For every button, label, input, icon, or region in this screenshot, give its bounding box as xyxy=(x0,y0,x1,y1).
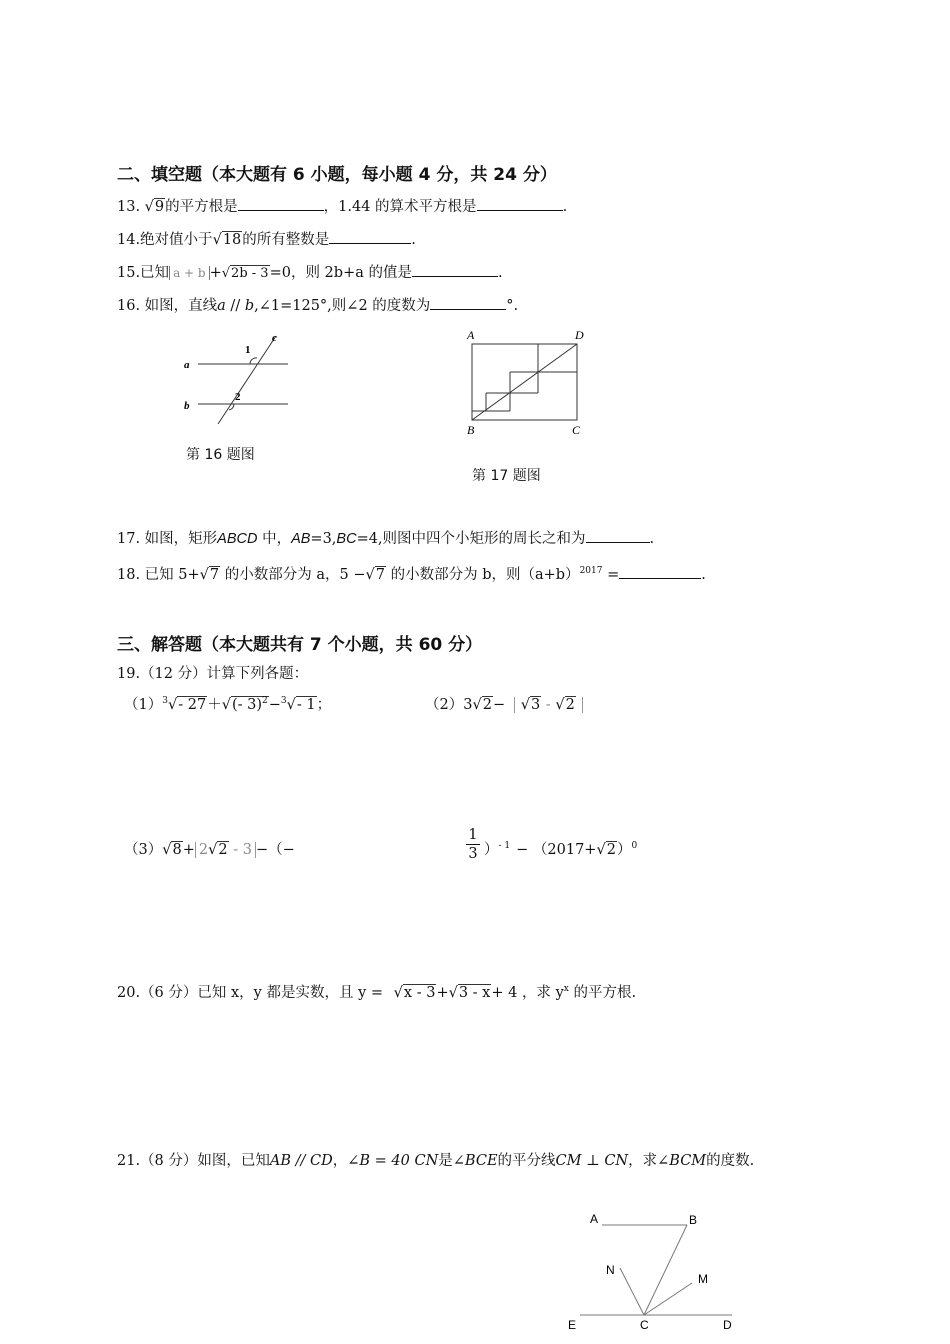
question-19-part-2 xyxy=(425,693,583,714)
q19p3-exp-neg1: - 1 xyxy=(498,841,511,852)
q17-mid: 中， xyxy=(257,531,292,547)
q18-radical-2: √7 xyxy=(365,567,385,583)
q14-end: . xyxy=(411,232,416,248)
question-14 xyxy=(117,228,416,249)
question-19-head: 19.（12 分）计算下列各题： xyxy=(117,666,309,682)
q14-blank[interactable] xyxy=(329,229,411,244)
question-16 xyxy=(117,294,518,315)
section-fill-heading: 二、填空题（本大题有 6 小题，每小题 4 分，共 24 分） xyxy=(117,165,557,185)
q20-end: 的平方根. xyxy=(568,985,637,1001)
fig16-label-b: b xyxy=(184,400,190,412)
fig17-caption: 第 17 题图 xyxy=(472,468,541,484)
q19p2-label: （2）3 xyxy=(425,697,473,713)
fig16-caption: 第 16 题图 xyxy=(186,447,255,463)
q19p3-abs: 2√2 - 3 xyxy=(195,842,256,858)
q19p2-abs: √3 - √2 xyxy=(514,697,583,713)
q21-cn: CN xyxy=(414,1153,439,1169)
fig21-label-C: C xyxy=(640,1318,649,1332)
q21-angle-bcm: ∠BCM xyxy=(657,1153,707,1169)
q19p3-denominator: 3 xyxy=(468,846,478,862)
q13-blank-2[interactable] xyxy=(477,196,563,211)
q19p1-semicolon: ； xyxy=(316,697,332,713)
fig21-label-B: B xyxy=(689,1213,698,1227)
q17-bc: BC xyxy=(336,531,357,547)
question-18 xyxy=(117,563,706,584)
q13-radical: √9 xyxy=(144,199,165,215)
q20-radical-2: √3 - x xyxy=(448,985,491,1001)
fig21-label-E: E xyxy=(568,1318,577,1332)
fig17-label-C: C xyxy=(572,423,581,437)
q20-plus: + xyxy=(436,985,449,1001)
fig21-label-D: D xyxy=(723,1318,732,1332)
question-13 xyxy=(117,195,567,216)
q19p1-sqrt: √(- 3)$^2$ xyxy=(221,696,268,713)
question-19-part-1 xyxy=(124,693,331,714)
q20-text1: 20.（6 分）已知 x，y 都是实数，且 y = xyxy=(117,985,384,1001)
q21-comma: ， xyxy=(332,1153,348,1169)
q15-blank[interactable] xyxy=(412,262,498,277)
q19p3-radical-1: √8 xyxy=(162,842,182,858)
fig17-label-B: B xyxy=(467,423,475,437)
q21-is: 是 xyxy=(438,1153,453,1169)
q16-line-a: a xyxy=(217,298,226,314)
q16-end: °. xyxy=(506,298,519,314)
fig21-label-M: M xyxy=(698,1272,708,1286)
question-17 xyxy=(117,527,654,548)
q16-line-b: b xyxy=(244,298,255,314)
figure-16 xyxy=(178,328,298,428)
fig16-label-c: c xyxy=(272,332,277,344)
q20-tail: + 4 ，求 y xyxy=(491,985,564,1001)
fig16-label-1: 1 xyxy=(245,344,251,356)
q21-end: 的度数. xyxy=(706,1153,755,1169)
q18-exponent: 2017 xyxy=(579,566,603,577)
q19p1-cuberoot-2: √- 1 xyxy=(286,697,316,713)
q19p3-radical-3: √2 xyxy=(596,842,616,858)
fig21-line-cn xyxy=(620,1268,644,1315)
q19p3-close2: ） xyxy=(616,842,632,858)
q18-text3: 的小数部分为 b，则（a+b） xyxy=(385,567,580,583)
q21-bisector: 的平分线 xyxy=(497,1153,556,1169)
q17-eq1: =3, xyxy=(310,531,337,547)
q15-plus: + xyxy=(209,265,222,281)
q20-radical-1: √x - 3 xyxy=(393,985,436,1001)
q17-text: 17. 如图，矩形 xyxy=(117,531,218,547)
fig21-line-bc xyxy=(644,1225,687,1315)
q16-rest: ,∠1=125°,则∠2 的度数为 xyxy=(254,298,431,314)
q21-text1: 21.（8 分）如图，已知 xyxy=(117,1153,270,1169)
fig16-label-2: 2 xyxy=(235,391,241,403)
q19p1-cuberoot-index: 3 xyxy=(162,696,168,707)
q13-text-b: ，1.44 的算术平方根是 xyxy=(323,199,477,215)
q13-blank-1[interactable] xyxy=(238,196,324,211)
q13-end: . xyxy=(562,199,568,215)
fig21-label-A: A xyxy=(590,1212,599,1226)
q19p1-cuberoot-1: √- 27 xyxy=(167,697,207,713)
q21-cm-perp-cn: CM ⊥ CN xyxy=(555,1153,629,1169)
q21-angle-bce: ∠BCE xyxy=(452,1153,498,1169)
q17-eq2: =4,则图中四个小矩形的周长之和为 xyxy=(356,531,586,547)
q19p1-label: （1） xyxy=(124,697,163,713)
q17-end: . xyxy=(649,531,655,547)
q19p1-plus: ＋ xyxy=(207,697,222,713)
q15-text: 15.已知 xyxy=(117,265,170,281)
fig21-label-N: N xyxy=(606,1263,615,1277)
q21-angle-b: ∠B = 40 xyxy=(347,1153,410,1169)
q15-rest: =0，则 2b+a 的值是 xyxy=(269,265,412,281)
q15-abs: a + b xyxy=(169,266,210,280)
q19p3-exp-0: 0 xyxy=(631,841,638,852)
q19p1-minus: − xyxy=(268,697,281,713)
q19p3-tail: −（− xyxy=(255,842,295,858)
fig16-label-a: a xyxy=(184,359,190,371)
q17-blank[interactable] xyxy=(586,528,650,543)
q21-find: ，求 xyxy=(628,1153,658,1169)
q14-rest: 的所有整数是 xyxy=(242,232,330,248)
question-15 xyxy=(117,261,503,282)
fig16-angle-1-arc xyxy=(250,358,257,364)
q18-end: . xyxy=(701,567,706,583)
q18-radical-1: √7 xyxy=(199,567,220,583)
q19p3-numerator: 1 xyxy=(466,826,480,845)
q18-text2: 的小数部分为 a，5 − xyxy=(220,567,366,583)
q19p2-minus: − xyxy=(492,697,506,713)
question-19-part-3 xyxy=(124,838,295,859)
fig17-diagonal xyxy=(472,344,577,420)
q19p3-minus2: − （2017+ xyxy=(516,842,597,858)
q19p3-plus: + xyxy=(182,842,195,858)
q16-blank[interactable] xyxy=(430,295,506,310)
q18-blank[interactable] xyxy=(619,564,701,579)
q16-text: 16. 如图，直线 xyxy=(117,298,218,314)
question-21 xyxy=(117,1149,754,1170)
q20-exponent: x xyxy=(563,984,569,995)
q13-number: 13. xyxy=(117,199,141,215)
fig17-label-A: A xyxy=(467,328,475,342)
q18-eq: = xyxy=(602,567,620,583)
q19p3-close: ） xyxy=(484,842,499,858)
q19p3-label: （3） xyxy=(124,842,163,858)
q19p2-radical-1: √2 xyxy=(472,697,492,713)
q18-text1: 18. 已知 5+ xyxy=(117,567,200,583)
q19p1-cuberoot-index-2: 3 xyxy=(280,696,287,707)
q13-text-a: 的平方根是 xyxy=(165,199,238,215)
q14-text: 14.绝对值小于 xyxy=(117,232,213,248)
q19p3-fraction xyxy=(466,826,480,863)
figure-17 xyxy=(462,326,592,438)
figure-21 xyxy=(560,1205,750,1344)
question-19-part-3-rest xyxy=(484,838,637,859)
q17-abcd: ABCD xyxy=(217,531,258,547)
question-20 xyxy=(117,981,636,1002)
section-solve-heading: 三、解答题（本大题共有 7 个小题，共 60 分） xyxy=(117,635,483,655)
q15-radical: √2b - 3 xyxy=(221,266,269,281)
q14-radical: √18 xyxy=(212,232,242,248)
q21-ab-parallel-cd: AB // CD xyxy=(269,1153,333,1169)
fig17-label-D: D xyxy=(575,328,584,342)
q16-parallel: // xyxy=(225,298,245,314)
q15-end: . xyxy=(497,265,503,281)
q17-ab: AB xyxy=(291,531,311,547)
